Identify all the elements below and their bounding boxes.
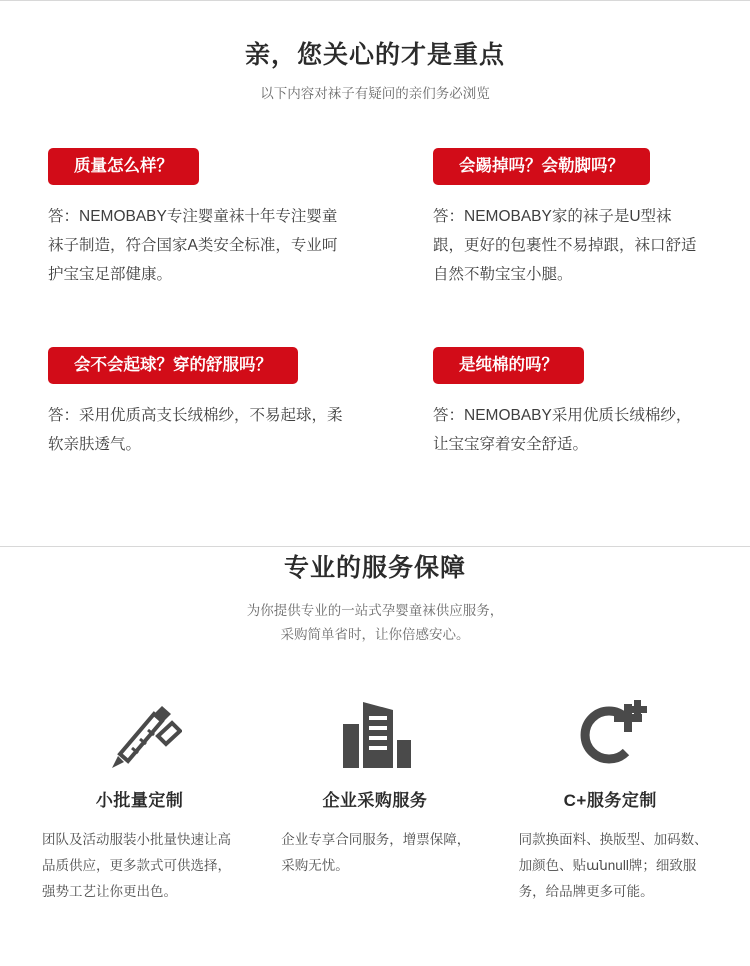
service-subtitle-line1: 为你提供专业的一站式孕婴童袜供应服务， <box>246 603 504 618</box>
service-name: 小批量定制 <box>95 791 184 811</box>
service-description: 同款换面料、换版型、加码数、加颜色、贴անnull牌；细致服务，给品牌更多可能。 <box>518 832 708 899</box>
faq-item <box>48 148 375 305</box>
service-description: 企业专享合同服务，增票保障，采购无忧。 <box>281 832 471 873</box>
service-description: 团队及活动服装小批量快速让高品质供应，更多款式可供选择，强势工艺让你更出色。 <box>42 832 231 899</box>
service-column <box>22 692 257 917</box>
service-heading <box>0 553 750 646</box>
service-column <box>257 692 492 917</box>
faq-item <box>375 347 702 475</box>
pencil-ruler-icon <box>34 692 245 770</box>
faq-heading <box>0 40 750 104</box>
faq-item <box>48 347 375 475</box>
service-section <box>0 515 750 918</box>
service-subtitle-line2: 采购简单省时，让你倍感安心。 <box>280 626 470 642</box>
faq-question-badge: 会踢掉吗？会勒脚吗？ <box>433 148 650 185</box>
faq-answer: 答：采用优质高支长绒棉纱，不易起球，柔软亲肤透气。 <box>48 407 343 453</box>
faq-question-badge: 会不会起球？穿的舒服吗？ <box>48 347 298 384</box>
c-plus-icon <box>505 692 716 770</box>
faq-grid <box>0 148 750 517</box>
service-name: C+服务定制 <box>563 791 657 811</box>
faq-answer: 答：NEMOBABY家的袜子是U型袜跟，更好的包裹性不易掉跟，袜口舒适自然不勒宝宝小腿。 <box>433 208 697 283</box>
faq-subtitle: 以下内容对袜子有疑问的亲们务必浏览 <box>260 86 490 101</box>
faq-title: 亲，您关心的才是重点 <box>244 41 505 69</box>
service-grid <box>0 692 750 917</box>
faq-item <box>375 148 702 305</box>
faq-question-badge: 质量怎么样？ <box>48 148 199 185</box>
faq-question-badge: 是纯棉的吗？ <box>433 347 584 384</box>
service-column <box>493 692 728 917</box>
service-title: 专业的服务保障 <box>283 554 466 582</box>
faq-answer: 答：NEMOBABY采用优质长绒棉纱，让宝宝穿着安全舒适。 <box>433 407 692 453</box>
building-icon <box>269 692 480 770</box>
service-name: 企业采购服务 <box>322 791 428 811</box>
faq-answer: 答：NEMOBABY专注婴童袜十年专注婴童袜子制造，符合国家A类安全标准，专业呵护宝宝足部健康。 <box>48 208 338 283</box>
